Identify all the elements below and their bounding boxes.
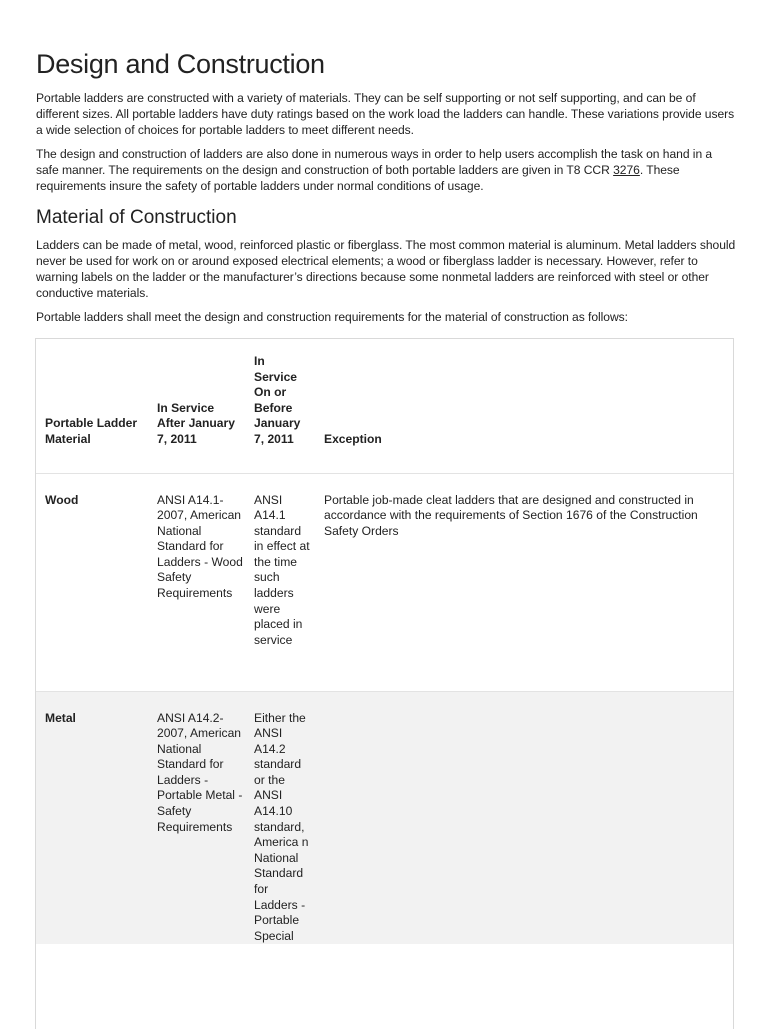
section-paragraph-1: Ladders can be made of metal, wood, reinforced plastic or fiberglass. The most common material is aluminum. Metal ladders should never be used for work on or around exposed electrical elements; a wood or fiberglass ladder is necessary. However, refer to warning labels on the ladder or the manufacturer’s directions because some nonmetal ladders are reinforced with steel or other conductive materials. bbox=[36, 238, 736, 300]
cell-after-text: ANSI A14.1-2007, American National Standard for Ladders - Wood Safety Requirements bbox=[157, 492, 243, 601]
intro-paragraph-2-text: The design and construction of ladders are also done in numerous ways in order to help users accomplish the task on hand in a safe manner. The requirements on the design and construction of both portable ladders are given in T8 CCR bbox=[36, 147, 713, 177]
cell-after bbox=[148, 691, 246, 944]
intro-paragraph-1: Portable ladders are constructed with a variety of materials. They can be self supporting or not self supporting, and can be of different sizes. All portable ladders have duty ratings based on the work load the ladders can handle. These variations provide users a wide selection of choices for portable ladders to meet different needs. bbox=[36, 91, 735, 137]
cell-before-text: ANSI A14.1 standard in effect at the time such ladders were placed in service bbox=[254, 492, 310, 647]
header-after bbox=[148, 339, 246, 473]
cell-after bbox=[148, 473, 246, 691]
cell-exception: Portable job-made cleat ladders that are designed and constructed in accordance with the requirements of Section 1676 of the Construction Safety Orders bbox=[316, 473, 733, 691]
page-title: Design and Construction bbox=[36, 49, 325, 79]
section-paragraph-2: Portable ladders shall meet the design and construction requirements for the material of construction as follows: bbox=[36, 310, 628, 324]
table-header-row bbox=[36, 339, 733, 473]
section-heading: Material of Construction bbox=[36, 207, 237, 228]
cell-before-text: Either the ANSI A14.2 standard or the ANSI A14.10 standard, America n National Standard for Ladders - Portable Special bbox=[254, 710, 309, 943]
header-exception: Exception bbox=[324, 431, 382, 446]
cell-before bbox=[246, 473, 316, 691]
header-after-text: In Service After January 7, 2011 bbox=[157, 400, 235, 446]
intro-paragraph-2 bbox=[36, 146, 736, 194]
cell-material: Wood bbox=[36, 473, 148, 691]
cell-after-text: ANSI A14.2-2007, American National Standard for Ladders - Portable Metal - Safety Requirements bbox=[157, 710, 243, 834]
header-material: Portable Ladder Material bbox=[45, 416, 138, 446]
materials-table bbox=[35, 338, 734, 1029]
header-before-text: In Service On or Before January 7, 2011 bbox=[254, 353, 301, 446]
table-row bbox=[36, 473, 733, 691]
intro-paragraph-2-tail: . These requirements insure the safety of portable ladders under normal conditions of usage. bbox=[36, 163, 680, 193]
cell-before bbox=[246, 691, 316, 944]
cell-exception bbox=[316, 691, 733, 944]
cell-material: Metal bbox=[36, 691, 148, 944]
header-before bbox=[246, 339, 316, 473]
t8-ccr-3276-link[interactable]: 3276 bbox=[613, 163, 640, 177]
document-page bbox=[36, 44, 736, 333]
table-row bbox=[36, 691, 733, 944]
